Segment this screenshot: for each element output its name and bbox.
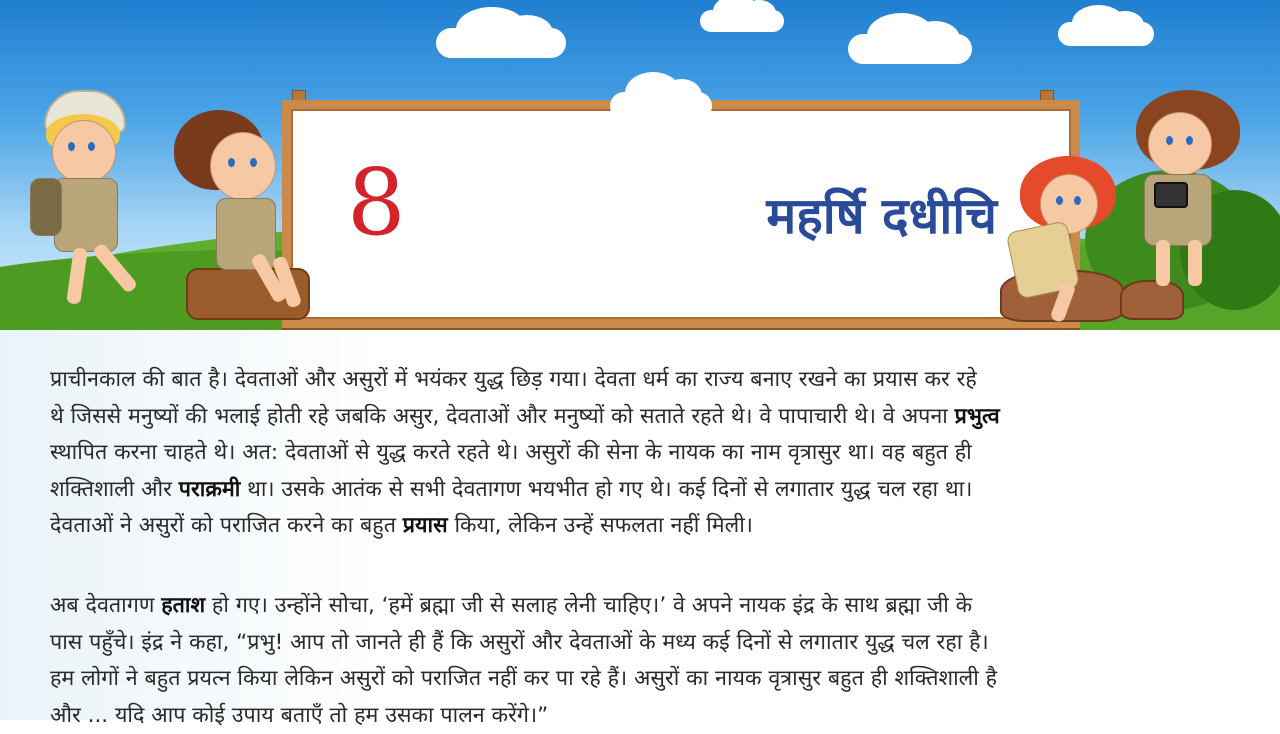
girl-on-log-illustration <box>170 106 320 316</box>
text-line: और ... यदि आप कोई उपाय बताएँ तो हम उसका पालन करेंगे।” <box>50 698 1246 734</box>
text-line: थे जिससे मनुष्यों की भलाई होती रहे जबकि असुर, देवताओं और मनुष्यों को सताते रहते थे। वे पापाचारी थे। वे अपना प्रभुत्व <box>50 399 1246 436</box>
chapter-text <box>0 330 1280 720</box>
bold-word: प्रभुत्व <box>955 404 1000 429</box>
bold-word: हताश <box>161 593 205 618</box>
girl-with-camera-illustration <box>1128 90 1248 300</box>
cloud-illustration <box>700 10 784 32</box>
bold-word: प्रयास <box>403 513 448 538</box>
title-board <box>282 100 1080 328</box>
camera-icon <box>1154 182 1188 208</box>
cloud-illustration <box>610 92 712 120</box>
chapter-banner <box>0 0 1280 330</box>
text-line: हम लोगों ने बहुत प्रयत्न किया लेकिन असुरों को पराजित नहीं कर पा रहे हैं। असुरों का नायक वृत्रासुर बहुत ही शक्तिशाली है <box>50 661 1246 698</box>
text-line: स्थापित करना चाहते थे। अत: देवताओं से युद्ध करते रहते थे। असुरों की सेना के नायक का नाम वृत्रासुर था। वह बहुत ही <box>50 435 1246 472</box>
cloud-illustration <box>1058 22 1154 46</box>
paragraph-2 <box>50 588 1246 734</box>
paragraph-1 <box>50 362 1246 545</box>
text-line: पास पहुँचे। इंद्र ने कहा, “प्रभु! आप तो जानते ही हैं कि असुरों और देवताओं के मध्य कई दिनों से लगातार युद्ध चल रहा है। <box>50 625 1246 662</box>
girl-with-map-illustration <box>1016 156 1126 326</box>
cloud-illustration <box>436 28 566 58</box>
text-line: शक्तिशाली और पराक्रमी था। उसके आतंक से सभी देवतागण भयभीत हो गए थे। कई दिनों से लगातार युद्ध चल रहा था। <box>50 472 1246 509</box>
cloud-illustration <box>848 34 972 64</box>
text-line: अब देवतागण हताश हो गए। उन्होंने सोचा, ‘हमें ब्रह्मा जी से सलाह लेनी चाहिए।’ वे अपने नायक इंद्र के साथ ब्रह्मा जी के <box>50 588 1246 625</box>
text-line: देवताओं ने असुरों को पराजित करने का बहुत प्रयास किया, लेकिन उन्हें सफलता नहीं मिली। <box>50 508 1246 545</box>
bold-word: पराक्रमी <box>179 477 241 502</box>
chapter-number: 8 <box>347 157 406 249</box>
chapter-title: महर्षि दधीचि <box>766 189 997 244</box>
text-line: प्राचीनकाल की बात है। देवताओं और असुरों में भयंकर युद्ध छिड़ गया। देवता धर्म का राज्य बनाए रखने का प्रयास कर रहे <box>50 362 1246 399</box>
kid-with-hat-illustration <box>30 80 180 320</box>
